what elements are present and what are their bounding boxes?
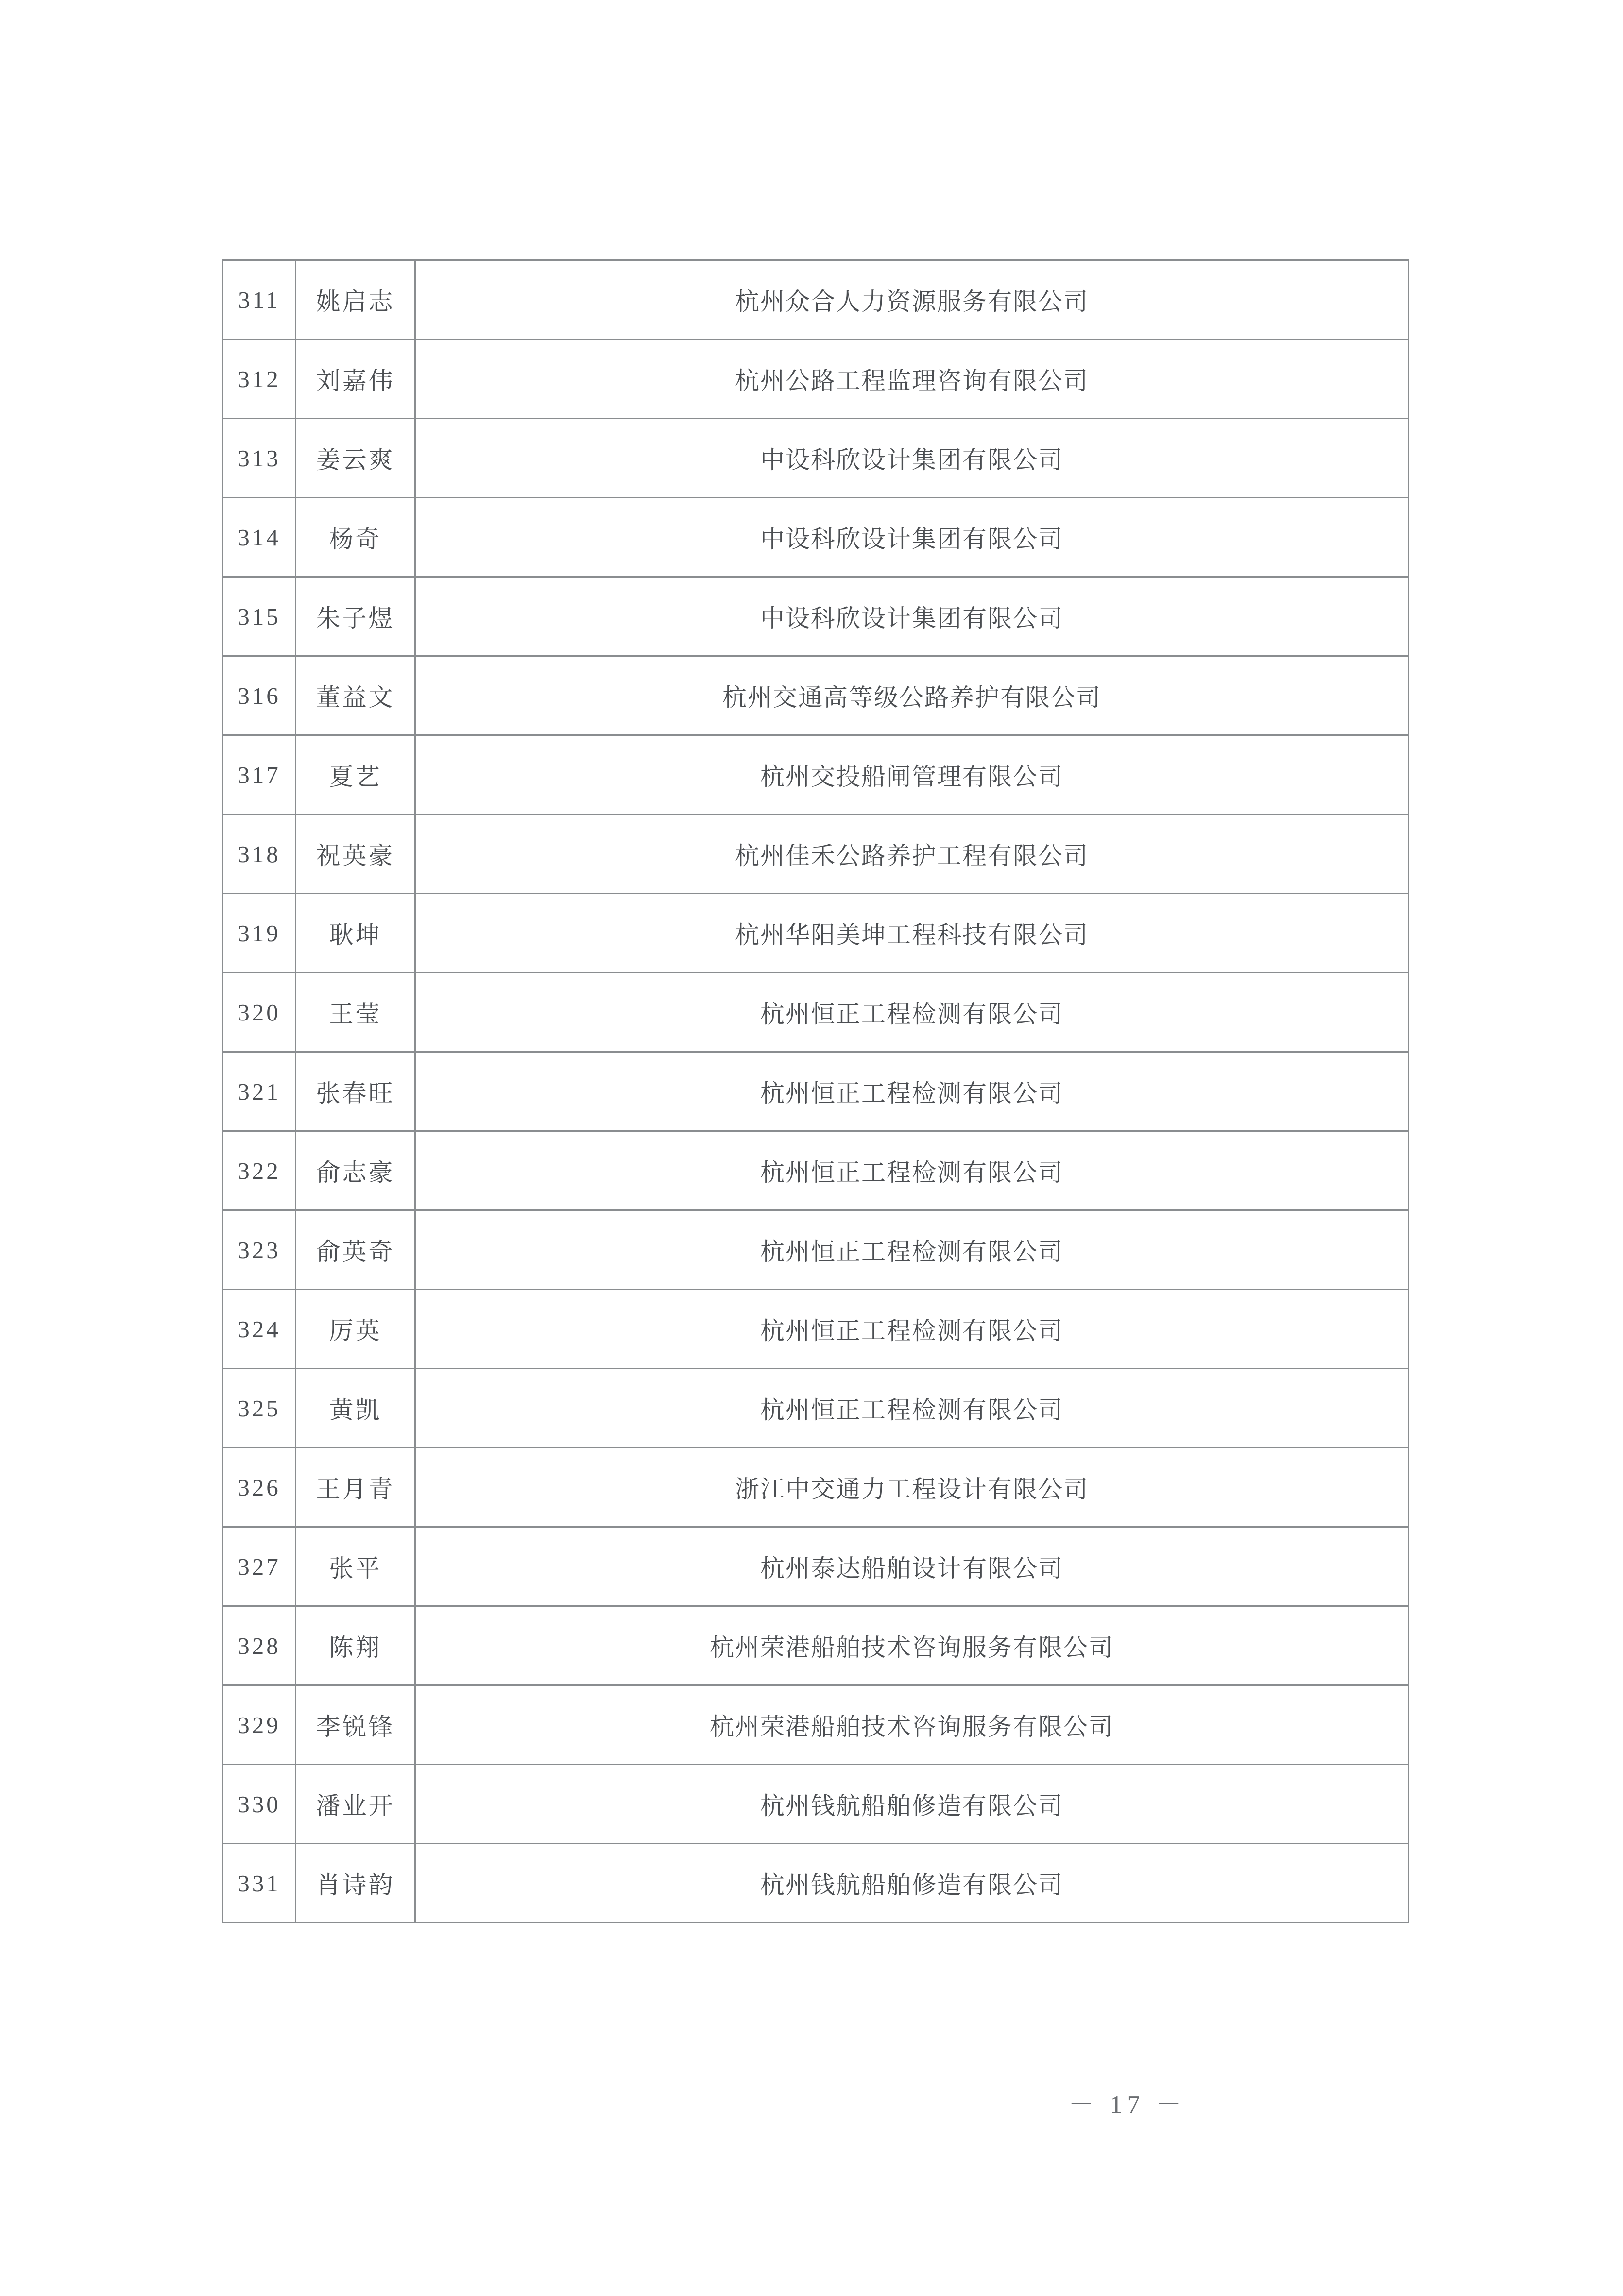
cell-sequence: 319 [223, 894, 296, 973]
table-row [223, 1131, 1409, 1210]
cell-sequence: 328 [223, 1606, 296, 1685]
table-row [223, 1448, 1409, 1527]
table-row [223, 815, 1409, 894]
cell-organization: 中设科欣设计集团有限公司 [415, 498, 1409, 577]
cell-person-name: 肖诗韵 [296, 1844, 415, 1923]
cell-person-name: 王月青 [296, 1448, 415, 1527]
table-row [223, 894, 1409, 973]
cell-organization: 杭州众合人力资源服务有限公司 [415, 260, 1409, 340]
cell-sequence: 313 [223, 419, 296, 498]
cell-person-name: 朱子煜 [296, 577, 415, 656]
cell-sequence: 316 [223, 656, 296, 735]
cell-person-name: 耿坤 [296, 894, 415, 973]
table-row [223, 735, 1409, 815]
cell-organization: 浙江中交通力工程设计有限公司 [415, 1448, 1409, 1527]
cell-organization: 杭州华阳美坤工程科技有限公司 [415, 894, 1409, 973]
cell-sequence: 331 [223, 1844, 296, 1923]
cell-person-name: 夏艺 [296, 735, 415, 815]
cell-organization: 杭州恒正工程检测有限公司 [415, 1210, 1409, 1290]
table-row [223, 973, 1409, 1052]
cell-sequence: 312 [223, 340, 296, 419]
table-row [223, 340, 1409, 419]
cell-person-name: 李锐锋 [296, 1685, 415, 1765]
table-row [223, 419, 1409, 498]
page-number: － 17 － [1068, 2091, 1186, 2119]
cell-person-name: 王莹 [296, 973, 415, 1052]
cell-person-name: 姚启志 [296, 260, 415, 340]
cell-organization: 杭州交通高等级公路养护有限公司 [415, 656, 1409, 735]
table-row [223, 1765, 1409, 1844]
page-footer [0, 2084, 1623, 2120]
table-row [223, 656, 1409, 735]
cell-sequence: 321 [223, 1052, 296, 1131]
cell-organization: 杭州交投船闸管理有限公司 [415, 735, 1409, 815]
cell-person-name: 杨奇 [296, 498, 415, 577]
cell-sequence: 315 [223, 577, 296, 656]
cell-person-name: 姜云爽 [296, 419, 415, 498]
table-row [223, 1052, 1409, 1131]
cell-organization: 杭州恒正工程检测有限公司 [415, 1369, 1409, 1448]
cell-person-name: 俞志豪 [296, 1131, 415, 1210]
cell-organization: 杭州恒正工程检测有限公司 [415, 1052, 1409, 1131]
cell-sequence: 317 [223, 735, 296, 815]
cell-person-name: 张平 [296, 1527, 415, 1606]
cell-person-name: 潘业开 [296, 1765, 415, 1844]
cell-sequence: 318 [223, 815, 296, 894]
cell-organization: 杭州恒正工程检测有限公司 [415, 973, 1409, 1052]
cell-organization: 杭州荣港船舶技术咨询服务有限公司 [415, 1685, 1409, 1765]
roster-table-container [222, 259, 1408, 1923]
cell-organization: 中设科欣设计集团有限公司 [415, 577, 1409, 656]
cell-organization: 杭州钱航船舶修造有限公司 [415, 1765, 1409, 1844]
table-row [223, 1606, 1409, 1685]
cell-sequence: 314 [223, 498, 296, 577]
cell-organization: 杭州恒正工程检测有限公司 [415, 1131, 1409, 1210]
cell-person-name: 陈翔 [296, 1606, 415, 1685]
cell-organization: 杭州荣港船舶技术咨询服务有限公司 [415, 1606, 1409, 1685]
cell-sequence: 329 [223, 1685, 296, 1765]
table-row [223, 577, 1409, 656]
cell-organization: 杭州公路工程监理咨询有限公司 [415, 340, 1409, 419]
cell-person-name: 黄凯 [296, 1369, 415, 1448]
table-row [223, 1527, 1409, 1606]
table-row [223, 1369, 1409, 1448]
table-row [223, 260, 1409, 340]
cell-organization: 杭州恒正工程检测有限公司 [415, 1290, 1409, 1369]
table-row [223, 1290, 1409, 1369]
cell-sequence: 327 [223, 1527, 296, 1606]
cell-person-name: 祝英豪 [296, 815, 415, 894]
cell-person-name: 厉英 [296, 1290, 415, 1369]
cell-person-name: 刘嘉伟 [296, 340, 415, 419]
cell-person-name: 张春旺 [296, 1052, 415, 1131]
cell-organization: 杭州钱航船舶修造有限公司 [415, 1844, 1409, 1923]
table-row [223, 1210, 1409, 1290]
cell-sequence: 326 [223, 1448, 296, 1527]
cell-sequence: 325 [223, 1369, 296, 1448]
roster-table [222, 259, 1409, 1923]
roster-table-body [223, 260, 1409, 1923]
table-row [223, 498, 1409, 577]
table-row [223, 1685, 1409, 1765]
cell-sequence: 322 [223, 1131, 296, 1210]
cell-organization: 杭州佳禾公路养护工程有限公司 [415, 815, 1409, 894]
cell-organization: 中设科欣设计集团有限公司 [415, 419, 1409, 498]
cell-sequence: 330 [223, 1765, 296, 1844]
cell-organization: 杭州泰达船舶设计有限公司 [415, 1527, 1409, 1606]
cell-person-name: 俞英奇 [296, 1210, 415, 1290]
table-row [223, 1844, 1409, 1923]
cell-sequence: 323 [223, 1210, 296, 1290]
cell-sequence: 324 [223, 1290, 296, 1369]
cell-sequence: 311 [223, 260, 296, 340]
cell-person-name: 董益文 [296, 656, 415, 735]
cell-sequence: 320 [223, 973, 296, 1052]
